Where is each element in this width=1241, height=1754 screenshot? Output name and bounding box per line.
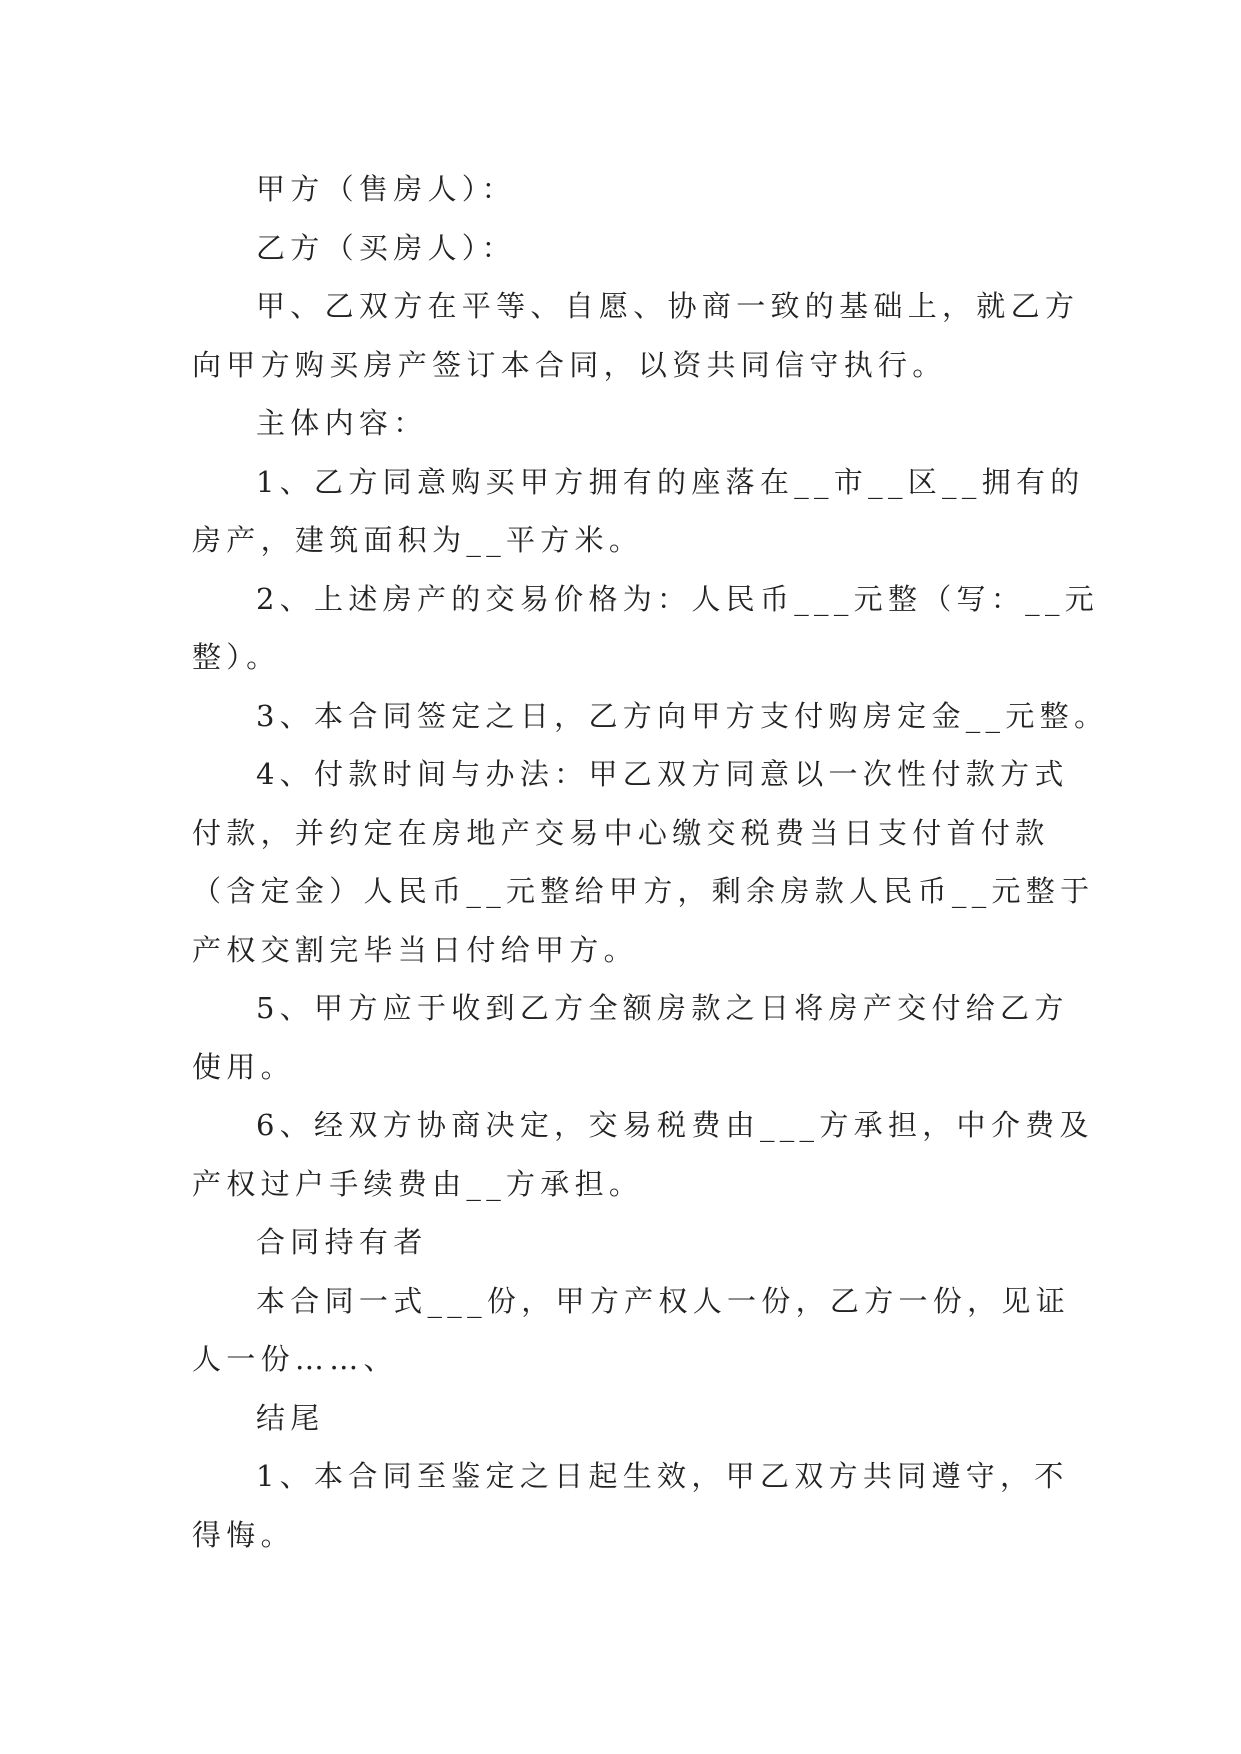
text-line: 产权过户手续费由__方承担。 <box>192 1166 644 1201</box>
text-line: 本合同一式___份，甲方产权人一份，乙方一份，见证 <box>256 1283 1071 1318</box>
text-line: 人一份……、 <box>192 1342 398 1376</box>
text-line: 5、甲方应于收到乙方全额房款之日将房产交付给乙方 <box>256 991 1069 1025</box>
text-line: 甲方（售房人）： <box>256 172 516 206</box>
text-line: 向甲方购买房产签订本合同，以资共同信守执行。 <box>192 347 947 382</box>
text-line: 合同持有者 <box>256 1225 428 1259</box>
text-line: 使用。 <box>192 1049 295 1084</box>
text-line: 1、乙方同意购买甲方拥有的座落在__市__区__拥有的 <box>256 464 1085 499</box>
text-line: 结尾 <box>256 1400 325 1435</box>
text-line: （含定金）人民币__元整给甲方，剩余房款人民币__元整于 <box>192 874 1095 908</box>
text-line: 得悔。 <box>192 1517 295 1552</box>
contract-body <box>192 160 1109 1564</box>
text-line: 房产，建筑面积为__平方米。 <box>192 523 644 557</box>
text-line: 付款，并约定在房地产交易中心缴交税费当日支付首付款 <box>192 815 1050 850</box>
text-line: 3、本合同签定之日，乙方向甲方支付购房定金__元整。 <box>256 698 1109 733</box>
text-line: 2、上述房产的交易价格为：人民币___元整（写：__元 <box>256 581 1100 616</box>
text-line: 6、经双方协商决定，交易税费由___方承担，中介费及 <box>256 1108 1094 1142</box>
text-line: 整）。 <box>192 640 281 674</box>
text-line: 甲、乙双方在平等、自愿、协商一致的基础上，就乙方 <box>256 289 1080 323</box>
text-line: 1、本合同至鉴定之日起生效，甲乙双方共同遵守，不 <box>256 1459 1069 1493</box>
text-line: 主体内容： <box>256 406 428 440</box>
text-line: 4、付款时间与办法：甲乙双方同意以一次性付款方式 <box>256 757 1069 791</box>
text-line: 产权交割完毕当日付给甲方。 <box>192 932 638 967</box>
text-line: 乙方（买房人）： <box>256 230 516 265</box>
